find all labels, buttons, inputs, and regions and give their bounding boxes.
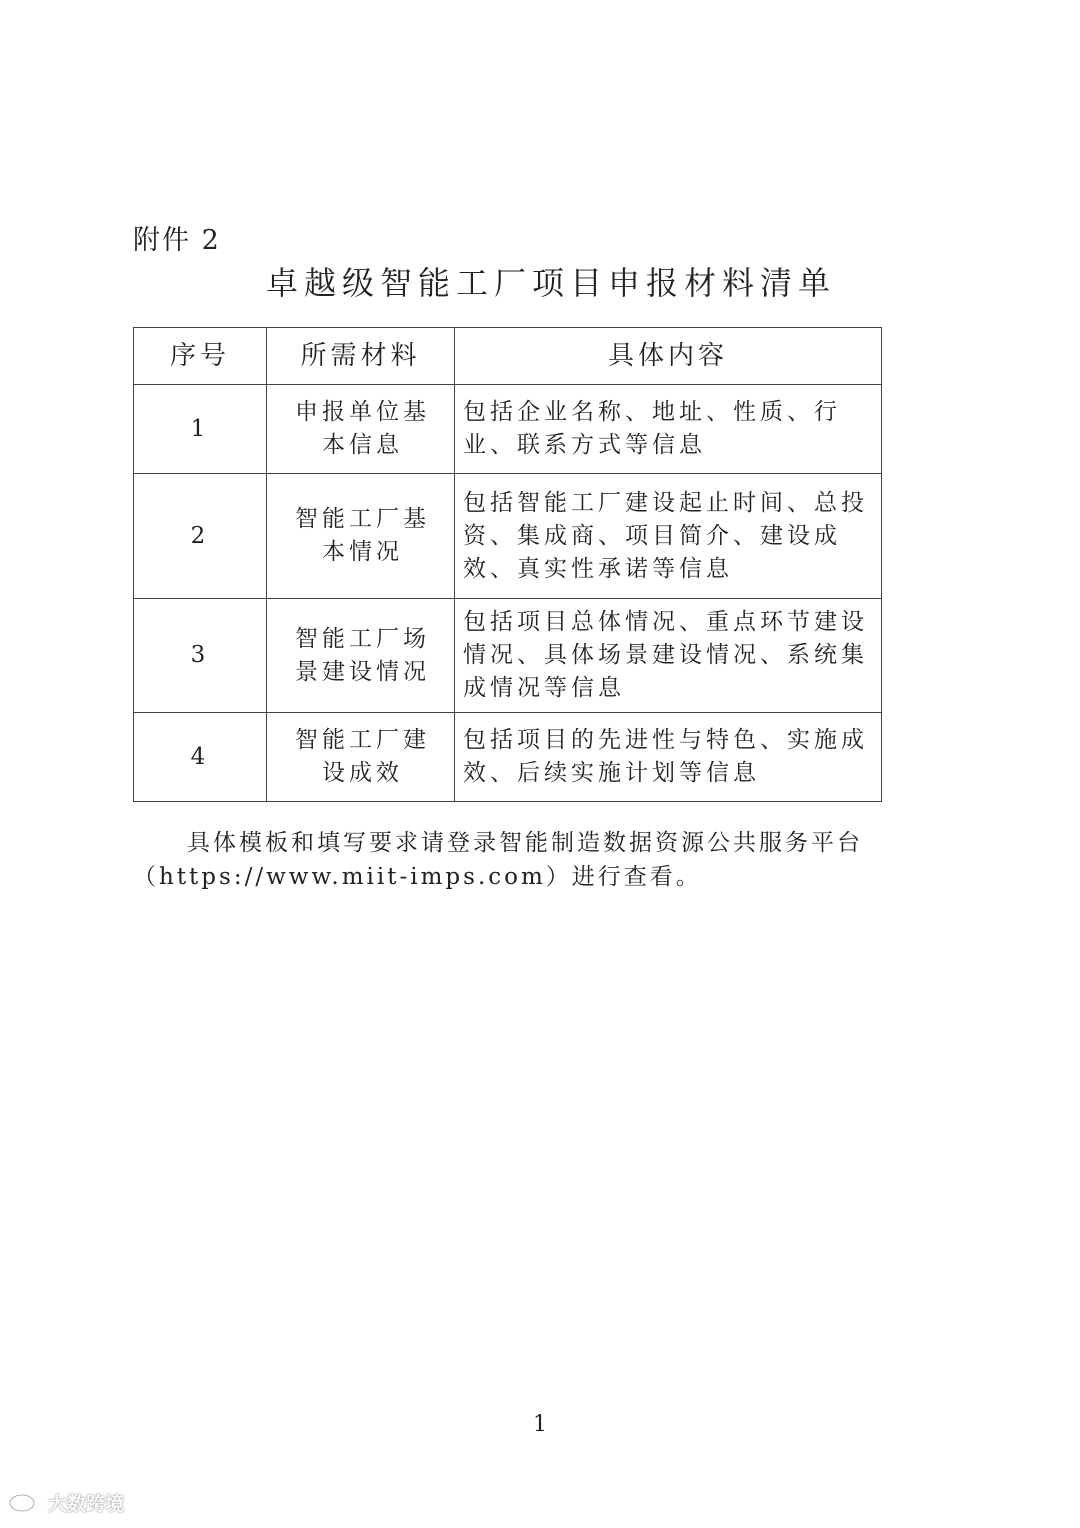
platform-note: 具体模板和填写要求请登录智能制造数据资源公共服务平台（https://www.miit-imps.com）进行查看。 — [133, 830, 863, 890]
watermark — [8, 1488, 124, 1517]
table-row — [134, 713, 882, 802]
table-row — [134, 599, 882, 713]
row-number: 3 — [134, 599, 267, 713]
header-specific-content: 具体内容 — [455, 328, 882, 385]
table-row — [134, 385, 882, 474]
weibo-logo-icon — [8, 1488, 42, 1517]
materials-table — [133, 327, 882, 802]
row-material: 智能工厂场景建设情况 — [267, 599, 455, 713]
row-number: 4 — [134, 713, 267, 802]
table-header-row — [134, 328, 882, 385]
row-content: 包括项目的先进性与特色、实施成效、后续实施计划等信息 — [455, 713, 882, 802]
row-number: 1 — [134, 385, 267, 474]
row-content: 包括企业名称、地址、性质、行业、联系方式等信息 — [455, 385, 882, 474]
row-material: 智能工厂建设成效 — [267, 713, 455, 802]
page-number: 1 — [533, 1412, 547, 1437]
watermark-text: 大数跨境 — [48, 1493, 125, 1515]
row-material: 申报单位基本信息 — [267, 385, 455, 474]
table-row — [134, 474, 882, 599]
row-content: 包括项目总体情况、重点环节建设情况、具体场景建设情况、系统集成情况等信息 — [455, 599, 882, 713]
header-serial-number: 序号 — [134, 328, 267, 385]
row-content: 包括智能工厂建设起止时间、总投资、集成商、项目简介、建设成效、真实性承诺等信息 — [455, 474, 882, 599]
attachment-label: 附件 2 — [133, 225, 221, 256]
row-material: 智能工厂基本情况 — [267, 474, 455, 599]
document-title: 卓越级智能工厂项目申报材料清单 — [265, 264, 836, 302]
header-required-materials: 所需材料 — [267, 328, 455, 385]
row-number: 2 — [134, 474, 267, 599]
